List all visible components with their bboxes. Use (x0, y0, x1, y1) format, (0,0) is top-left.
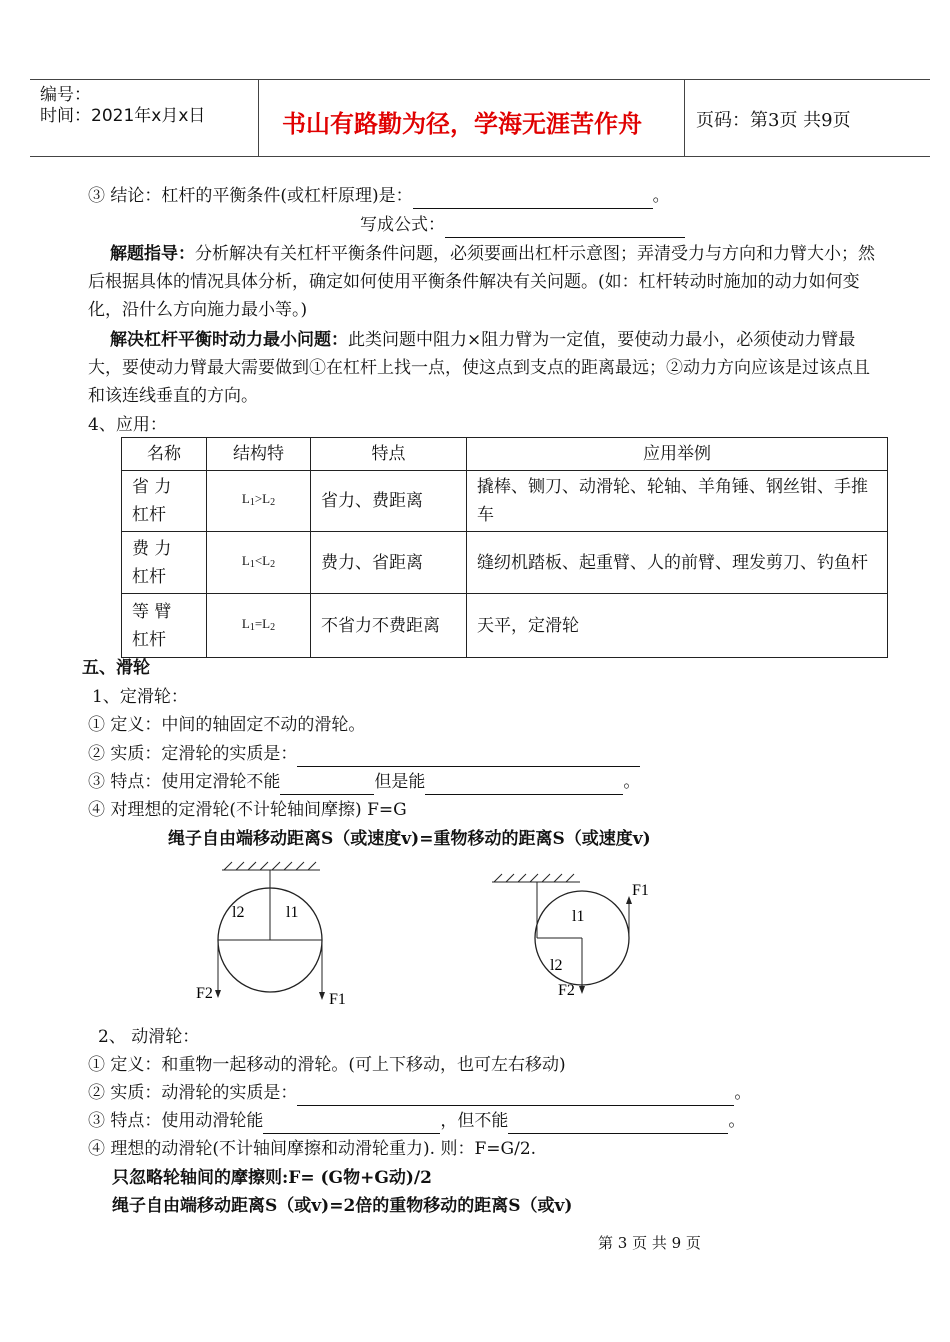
pulley-heading: 五、滑轮 (82, 658, 150, 678)
answer-blank (508, 1115, 728, 1134)
application-heading: 4、应用： (88, 415, 167, 435)
answer-blank (445, 219, 685, 238)
table-header: 结构特 (207, 438, 311, 471)
guide-paragraph: 解题指导：分析解决有关杠杆平衡条件问题，必须要画出杠杆示意图；弄清受力与方向和力臂大小；然后根据具体的情况具体分析，确定如何使用平衡条件解决有关问题。(如：杠杆转动时施加的动力如何变化，沿什么方向施力最小等。) (88, 244, 875, 320)
label-l2: l2 (232, 904, 245, 921)
label-l1: l1 (286, 904, 299, 921)
table-row: 等 臂 杠杆 $L_1=L_2$ 不省力不费距离 天平，定滑轮 (122, 594, 888, 658)
movable-pulley-definition: ① 定义：和重物一起移动的滑轮。(可上下移动，也可左右移动) (88, 1055, 566, 1075)
answer-blank (263, 1115, 440, 1134)
formula-line: 写成公式： (360, 212, 685, 238)
answer-blank (280, 776, 374, 795)
table-row: 费 力 杠杆 $L_1<L_2$ 费力、省距离 缝纫机踏板、起重臂、人的前臂、理发剪刀、钓鱼杆 (122, 532, 888, 594)
page-footer: 第 3 页 共 9 页 (598, 1234, 701, 1252)
table-header: 特点 (311, 438, 467, 471)
movable-pulley-title: 2、 动滑轮： (98, 1027, 200, 1047)
conclusion-line: ③ 结论：杠杆的平衡条件(或杠杆原理)是： 。 (88, 183, 670, 209)
fixed-pulley-essence: ② 实质：定滑轮的实质是： (88, 741, 640, 767)
label-f1: F1 (329, 991, 346, 1008)
fixed-pulley-diagram-2 (480, 860, 660, 1010)
fixed-pulley-rope: 绳子自由端移动距离S（或速度v)=重物移动的距离S（或速度v) (168, 829, 651, 849)
movable-pulley-ideal: ④ 理想的动滑轮(不计轴间摩擦和动滑轮重力). 则：F=G/2. (88, 1139, 537, 1159)
movable-pulley-rope: 绳子自由端移动距离S（或v)=2倍的重物移动的距离S（或v) (112, 1196, 573, 1216)
fixed-pulley-title: 1、定滑轮： (92, 687, 188, 707)
label-f2: F2 (558, 982, 575, 999)
document-id-label: 编号： (40, 85, 91, 105)
answer-blank (425, 776, 623, 795)
answer-blank (297, 748, 640, 767)
table-row: 省 力 杠杆 $L_1>L_2$ 省力、费距离 撬棒、铡刀、动滑轮、轮轴、羊角锤、钢丝钳、手推车 (122, 471, 888, 532)
label-l2: l2 (550, 957, 563, 974)
answer-blank (413, 190, 653, 209)
table-header: 名称 (122, 438, 207, 471)
label-f1: F1 (632, 882, 649, 899)
label-f2: F2 (196, 985, 213, 1002)
movable-pulley-feature: ③ 特点：使用动滑轮能 ，但不能 。 (88, 1108, 745, 1134)
min-force-paragraph: 解决杠杆平衡时动力最小问题：此类问题中阻力×阻力臂为一定值，要使动力最小，必须使动力臂最大，要使动力臂最大需要做到①在杠杆上找一点，使这点到支点的距离最远；②动力方向应该是过该点且和该连线垂直的方向。 (88, 330, 870, 406)
movable-pulley-friction: 只忽略轮轴间的摩擦则:F= (G物+G动)/2 (112, 1168, 432, 1188)
label-l1: l1 (572, 908, 585, 925)
fixed-pulley-diagram-1 (190, 860, 370, 1010)
document-time: 时间：2021年x月x日 (40, 106, 206, 126)
header-page-code: 页码：第3页 共9页 (696, 110, 851, 131)
table-header: 应用举例 (467, 438, 888, 471)
fixed-pulley-feature: ③ 特点：使用定滑轮不能 但是能 。 (88, 769, 640, 795)
movable-pulley-essence: ② 实质：动滑轮的实质是： 。 (88, 1080, 751, 1106)
answer-blank (297, 1087, 734, 1106)
lever-application-table (121, 437, 888, 658)
header-motto: 书山有路勤为径，学海无涯苦作舟 (282, 110, 642, 138)
fixed-pulley-ideal: ④ 对理想的定滑轮(不计轮轴间摩擦) F=G (88, 800, 407, 820)
fixed-pulley-definition: ① 定义：中间的轴固定不动的滑轮。 (88, 715, 366, 735)
